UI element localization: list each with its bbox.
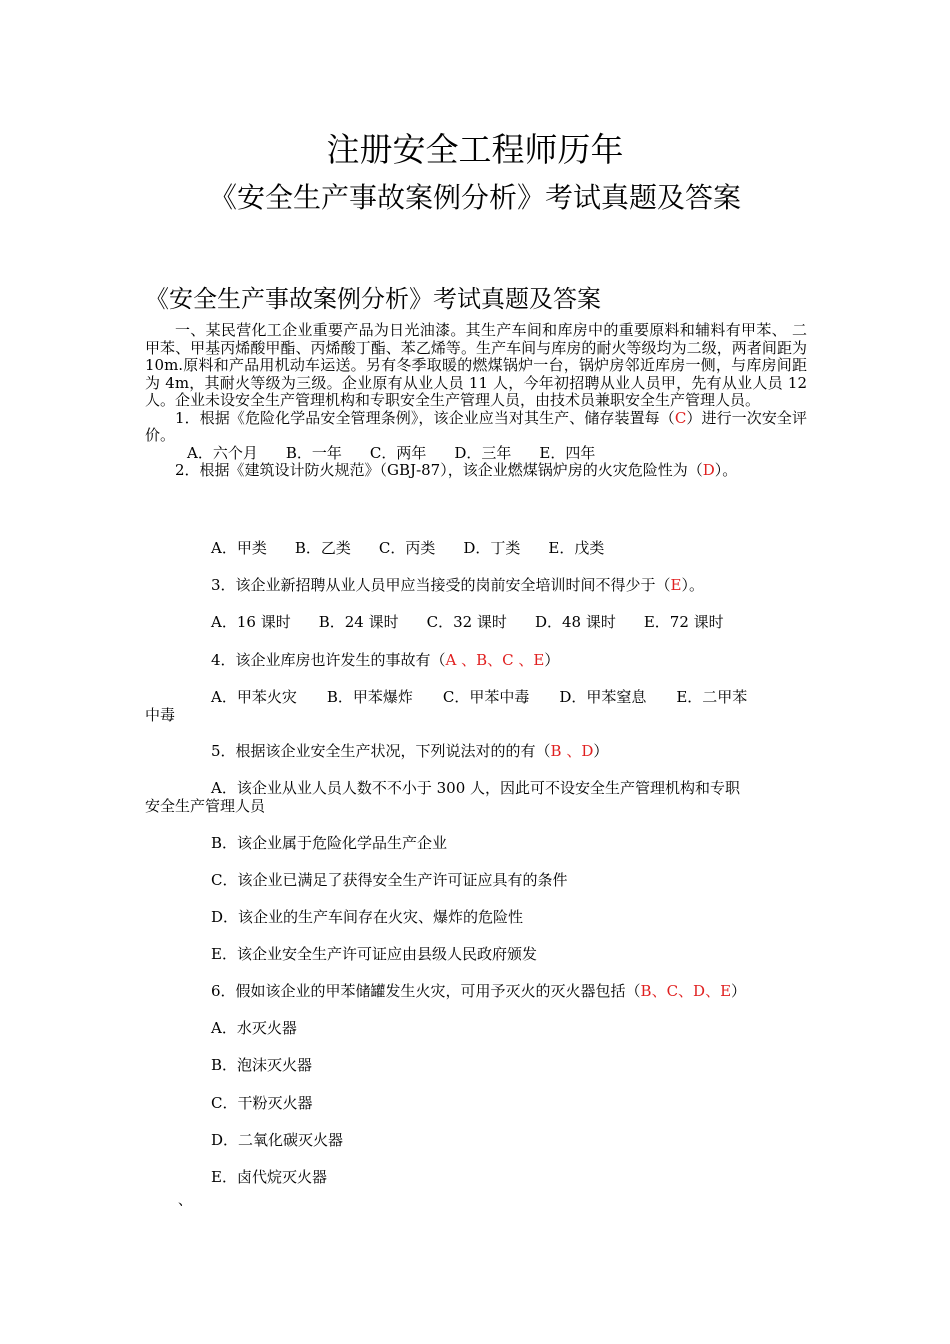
option: D．48 课时 xyxy=(534,613,616,631)
question-6-text-end: ） xyxy=(731,982,747,1000)
trailing-mark: 、 xyxy=(178,1193,192,1209)
question-block xyxy=(145,322,807,480)
option: D．丁类 xyxy=(463,539,521,557)
question-6-answer: B、C、D、E xyxy=(640,982,732,1000)
question-3-options xyxy=(145,613,873,631)
question-2-answer: D xyxy=(702,461,715,479)
section-heading: 《安全生产事故案例分析》考试真题及答案 xyxy=(145,285,601,313)
question-6 xyxy=(145,982,873,1000)
question-4-options: A．甲苯火灾 B．甲苯爆炸 C．甲苯中毒 D．甲苯窒息 E．二甲苯 xyxy=(211,688,748,706)
question-2 xyxy=(145,462,807,480)
question-3 xyxy=(145,576,873,594)
question-5-option-a-wrap: 安全生产管理人员 xyxy=(145,797,266,815)
option: C．32 课时 xyxy=(426,613,507,631)
question-5-text-end: ） xyxy=(593,742,609,760)
question-3-text: 3．该企业新招聘从业人员甲应当接受的岗前安全培训时间不得少于（ xyxy=(211,576,671,594)
question-1-answer: C xyxy=(674,408,687,427)
option: C．丙类 xyxy=(378,539,436,557)
option: A．六个月 xyxy=(187,443,258,462)
option: A．甲类 xyxy=(211,539,267,557)
question-1-text: 1．根据《危险化学品安全管理条例》，该企业应当对其生产、储存装置每（ xyxy=(175,408,675,427)
question-5 xyxy=(145,742,873,760)
case-intro: 一、某民营化工企业重要产品为日光油漆。其生产车间和库房中的重要原料和辅料有甲苯、 二甲苯、甲基丙烯酸甲酯、丙烯酸丁酯、苯乙烯等。生产车间与库房的耐火等级均为二级，两者间距为 10m.原料和产品用机动车运送。另有冬季取暖的燃煤锅炉一台，锅炉房邻近库房一侧，与库房间距为 4m，其耐火等级为三级。企业原有从业人员 11 人，今年初招聘从业人员甲，先有从业人员 12 人。企业未设安全生产管理机构和专职安全生产管理人员，由技术员兼职安全生产管理人员。 xyxy=(145,321,807,409)
question-6-option-d: D．二氧化碳灭火器 xyxy=(211,1131,344,1149)
question-5-option-a: A．该企业从业人员人数不不小于 300 人，因此可不设安全生产管理机构和专职 xyxy=(211,779,741,797)
question-5-option-c: C．该企业已满足了获得安全生产许可证应具有的条件 xyxy=(211,871,568,889)
question-5-text: 5．根据该企业安全生产状况，下列说法对的的有（ xyxy=(211,742,551,760)
question-2-options xyxy=(145,539,873,557)
option: A．16 课时 xyxy=(211,613,291,631)
question-4-text-end: ） xyxy=(544,651,560,669)
question-5-option-b: B．该企业属于危险化学品生产企业 xyxy=(211,834,448,852)
option: C．两年 xyxy=(369,443,427,462)
option: B．一年 xyxy=(285,443,342,462)
question-1-options xyxy=(145,445,807,463)
question-2-text-end: ）。 xyxy=(714,461,738,479)
option: B．24 课时 xyxy=(318,613,399,631)
question-6-option-a: A．水灭火器 xyxy=(211,1019,297,1037)
question-4-options-wrap: 中毒 xyxy=(145,706,176,724)
question-1 xyxy=(145,410,807,445)
question-4 xyxy=(145,651,873,669)
question-3-text-end: ）。 xyxy=(681,576,705,594)
question-6-option-c: C．干粉灭火器 xyxy=(211,1094,313,1112)
option: E．72 课时 xyxy=(643,613,724,631)
option: E．四年 xyxy=(539,443,596,462)
question-4-answer: A 、B、C 、E xyxy=(445,651,545,669)
question-4-text: 4．该企业库房也许发生的事故有（ xyxy=(211,651,446,669)
question-6-text: 6．假如该企业的甲苯储罐发生火灾，可用予灭火的灭火器包括（ xyxy=(211,982,641,1000)
question-5-answer: B 、D xyxy=(550,742,594,760)
option: E．戊类 xyxy=(548,539,605,557)
document-title: 注册安全工程师历年 xyxy=(326,130,624,169)
document-subtitle: 《安全生产事故案例分析》考试真题及答案 xyxy=(208,181,741,214)
option: D．三年 xyxy=(454,443,512,462)
question-6-option-e: E．卤代烷灭火器 xyxy=(211,1168,327,1186)
option: B．乙类 xyxy=(294,539,351,557)
question-1-text-end: ）进行一次安全评价。 xyxy=(145,408,807,444)
question-5-option-e: E．该企业安全生产许可证应由县级人民政府颁发 xyxy=(211,945,537,963)
question-6-option-b: B．泡沫灭火器 xyxy=(211,1056,313,1074)
question-5-option-d: D．该企业的生产车间存在火灾、爆炸的危险性 xyxy=(211,908,524,926)
question-2-text: 2．根据《建筑设计防火规范》（GBJ-87），该企业燃煤锅炉房的火灾危险性为（ xyxy=(175,461,703,479)
question-3-answer: E xyxy=(670,576,682,594)
